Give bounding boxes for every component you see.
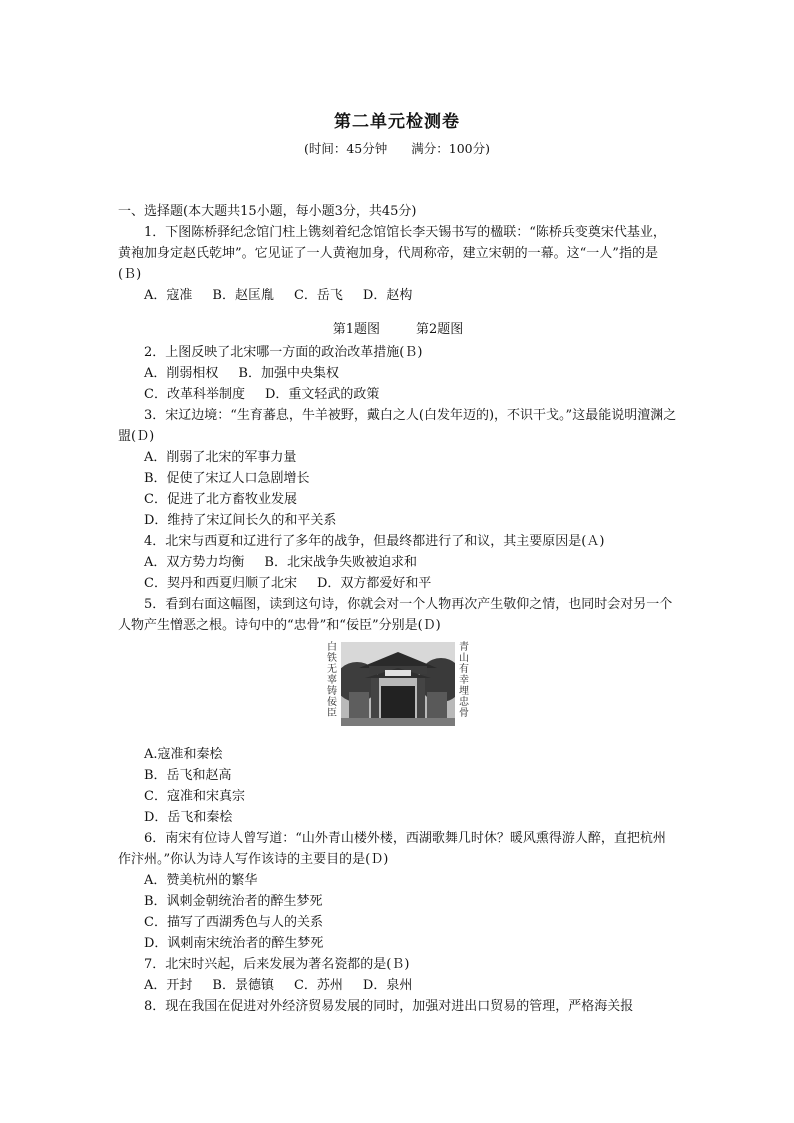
figure-captions — [118, 318, 678, 342]
question-3: 3．宋辽边境：“生育蕃息，牛羊被野，戴白之人(白发年迈的)，不识干戈。”这最能说明澶渊之盟(Ｄ) — [118, 408, 677, 444]
memorial-photo — [323, 642, 473, 726]
question-5: 5．看到右面这幅图，读到这句诗，你就会对一个人物再次产生敬仰之情，也同时会对另一个人物产生憎恶之根。诗句中的“忠骨”和“佞臣”分别是(Ｄ) — [118, 597, 673, 633]
option: C．描写了西湖秀色与人的关系 — [144, 915, 323, 930]
page-title: 第二单元检测卷 — [334, 112, 460, 132]
option: B．北宋战争失败被迫求和 — [264, 555, 417, 570]
gate-image — [341, 642, 455, 726]
question-2: 2．上图反映了北宋哪一方面的政治改革措施(Ｂ) — [144, 345, 423, 360]
question-1: 1．下图陈桥驿纪念馆门柱上镌刻着纪念馆馆长李天锡书写的楹联：“陈桥兵变奠宋代基业，黄袍加身定赵氏乾坤”。它见证了一人黄袍加身，代周称帝，建立宋朝的一幕。这“一人”指的是(Ｂ) — [118, 225, 666, 282]
option: A.寇准和秦桧 — [144, 747, 223, 762]
question-7: 7．北宋时兴起，后来发展为著名瓷都的是(Ｂ) — [144, 957, 410, 972]
option: C．改革科举制度 — [144, 387, 245, 402]
question-list — [118, 201, 678, 1017]
section-heading: 一、选择题(本大题共15小题，每小题3分，共45分) — [118, 204, 417, 219]
option: B．加强中央集权 — [238, 366, 339, 381]
option: B．促使了宋辽人口急剧增长 — [144, 471, 310, 486]
option: C．寇准和宋真宗 — [144, 789, 245, 804]
option: B．讽刺金朝统治者的醉生梦死 — [144, 894, 323, 909]
option: A．削弱了北宋的军事力量 — [144, 450, 297, 465]
exam-info — [0, 139, 794, 157]
option: D．维持了宋辽间长久的和平关系 — [144, 513, 337, 528]
question-7-options — [118, 975, 678, 996]
question-2-options-row2 — [118, 384, 678, 405]
option: D．重文轻武的政策 — [264, 387, 380, 402]
exam-time: (时间：45分钟 — [303, 141, 388, 156]
option: C．契丹和西夏归顺了北宋 — [144, 576, 297, 591]
exam-score: 满分：100分) — [411, 141, 491, 156]
option: C．苏州 — [293, 978, 343, 993]
option: A．寇准 — [144, 288, 193, 303]
option: A．双方势力均衡 — [144, 555, 245, 570]
option: B．岳飞和赵高 — [144, 768, 232, 783]
option: D．双方都爱好和平 — [316, 576, 432, 591]
question-4-options-row2 — [118, 573, 678, 594]
option: C．促进了北方畜牧业发展 — [144, 492, 297, 507]
option: D．岳飞和秦桧 — [144, 810, 233, 825]
question-4: 4．北宋与西夏和辽进行了多年的战争，但最终都进行了和议，其主要原因是(Ａ) — [144, 534, 605, 549]
option: D．讽刺南宋统治者的醉生梦死 — [144, 936, 324, 951]
option: B．赵匡胤 — [212, 288, 274, 303]
option: A．开封 — [144, 978, 193, 993]
question-4-options-row1 — [118, 552, 678, 573]
figure-2-caption: 第2题图 — [416, 322, 464, 337]
memorial-gate-illustration — [341, 642, 455, 726]
question-6: 6．南宋有位诗人曾写道：“山外青山楼外楼，西湖歌舞几时休？暖风熏得游人醉，直把杭州作汴州。”你认为诗人写作该诗的主要目的是(Ｄ) — [118, 831, 666, 867]
question-5-figure — [118, 642, 678, 730]
question-2-options-row1 — [118, 363, 678, 384]
poem-right-line: 青山有幸埋忠骨 — [459, 642, 469, 719]
option: D．泉州 — [362, 978, 413, 993]
option: A．赞美杭州的繁华 — [144, 873, 258, 888]
question-8: 8．现在我国在促进对外经济贸易发展的同时，加强对进出口贸易的管理，严格海关报 — [144, 999, 634, 1014]
poem-left-line: 白铁无辜铸佞臣 — [327, 642, 337, 719]
figure-1-caption: 第1题图 — [332, 322, 380, 337]
question-1-options — [118, 285, 678, 306]
option: A．削弱相权 — [144, 366, 219, 381]
option: B．景德镇 — [212, 978, 274, 993]
option: D．赵构 — [362, 288, 413, 303]
option: C．岳飞 — [293, 288, 343, 303]
